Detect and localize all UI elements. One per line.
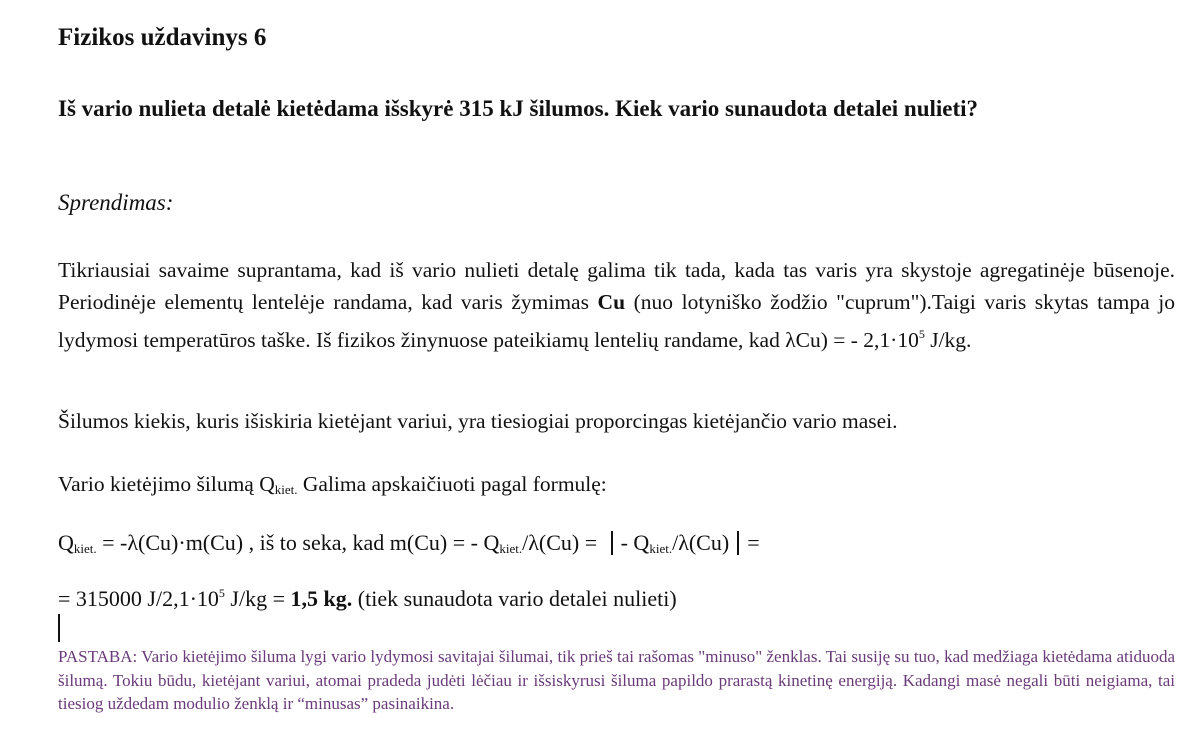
paragraph-3-text-b: Galima apskaičiuoti pagal formulę:: [297, 472, 607, 496]
paragraph-3-text-a: Vario kietėjimo šilumą Q: [58, 472, 275, 496]
problem-statement: Iš vario nulieta detalė kietėdama išskyrė 315 kJ šilumos. Kiek vario sunaudota detalei nulieti?: [58, 96, 979, 121]
paragraph-1-text-c: J/kg.: [924, 328, 972, 352]
absolute-value-bar-left: [611, 531, 613, 555]
solution-paragraph-2: Šilumos kiekis, kuris išiskiria kietėjant variui, yra tiesiogiai proporcingas kietėjančio vario masei.: [58, 409, 898, 433]
solution-paragraph-1: [58, 254, 1175, 356]
eq1-text-2: /λ(Cu) =: [522, 530, 603, 555]
note-paragraph: PASTABA: Vario kietėjimo šiluma lygi vario lydymosi savitajai šilumai, tik prieš tai rašomas "minuso" ženklas. Tai susiję su tuo, kad medžiaga kietėdama atiduoda šilumą. Tokiu būdu, kietėjant variui, atomai pradeda judėti lėčiau ir išsiskyrusi šiluma papildo prarastą kinetinę energiją. Kadangi masė negali būti neigiama, tai tiesiog uždedam modulio ženklą ir “minusas” pasinaikina.: [58, 647, 1175, 713]
eq2-text-2: J/kg =: [224, 586, 291, 611]
eq1-sub-2: kiet.: [499, 541, 523, 556]
equation-2: [58, 586, 677, 612]
eq1-text-5: =: [747, 530, 760, 555]
solution-paragraph-3: [58, 468, 1175, 506]
copper-symbol: Cu: [597, 290, 626, 314]
eq2-text-3: (tiek sunaudota vario detalei nulieti): [352, 586, 677, 611]
eq2-text-1: = 315000 J/2,1·10: [58, 586, 219, 611]
eq1-q: Q: [58, 530, 74, 555]
absolute-value-bar-right: [737, 531, 739, 555]
subscript: kiet.: [274, 482, 298, 497]
equation-1: [58, 530, 760, 557]
solution-label: Sprendimas:: [58, 190, 174, 215]
document-title: Fizikos uždavinys 6: [58, 24, 267, 51]
result-value: 1,5 kg.: [290, 586, 353, 611]
eq1-sub-3: kiet.: [649, 541, 673, 556]
exponent: 5: [918, 327, 925, 341]
paragraph-1-text-a: Tikriausiai savaime suprantama, kad iš vario nulieti detalę galima tik tada, kada tas varis yra skystoje agregatinėje būsenoje. Periodinėje elementų lentelėje randama, kad varis žymimas: [58, 258, 1175, 314]
eq1-text-1: = -λ(Cu)·m(Cu) , iš to seka, kad m(Cu) = - Q: [96, 530, 500, 555]
eq2-exponent: 5: [218, 586, 225, 600]
eq1-sub-1: kiet.: [73, 541, 97, 556]
paragraph-1-text-b: (nuo lotyniško žodžio "cuprum").Taigi varis skytas tampa jo lydymosi temperatūros taške. Iš fizikos žinynuose pateikiamų lentelių randame, kad λCu) = - 2,1·10: [58, 290, 1175, 352]
text-cursor: [58, 614, 60, 642]
eq1-text-3: - Q: [620, 530, 650, 555]
eq1-text-4: /λ(Cu): [672, 530, 730, 555]
